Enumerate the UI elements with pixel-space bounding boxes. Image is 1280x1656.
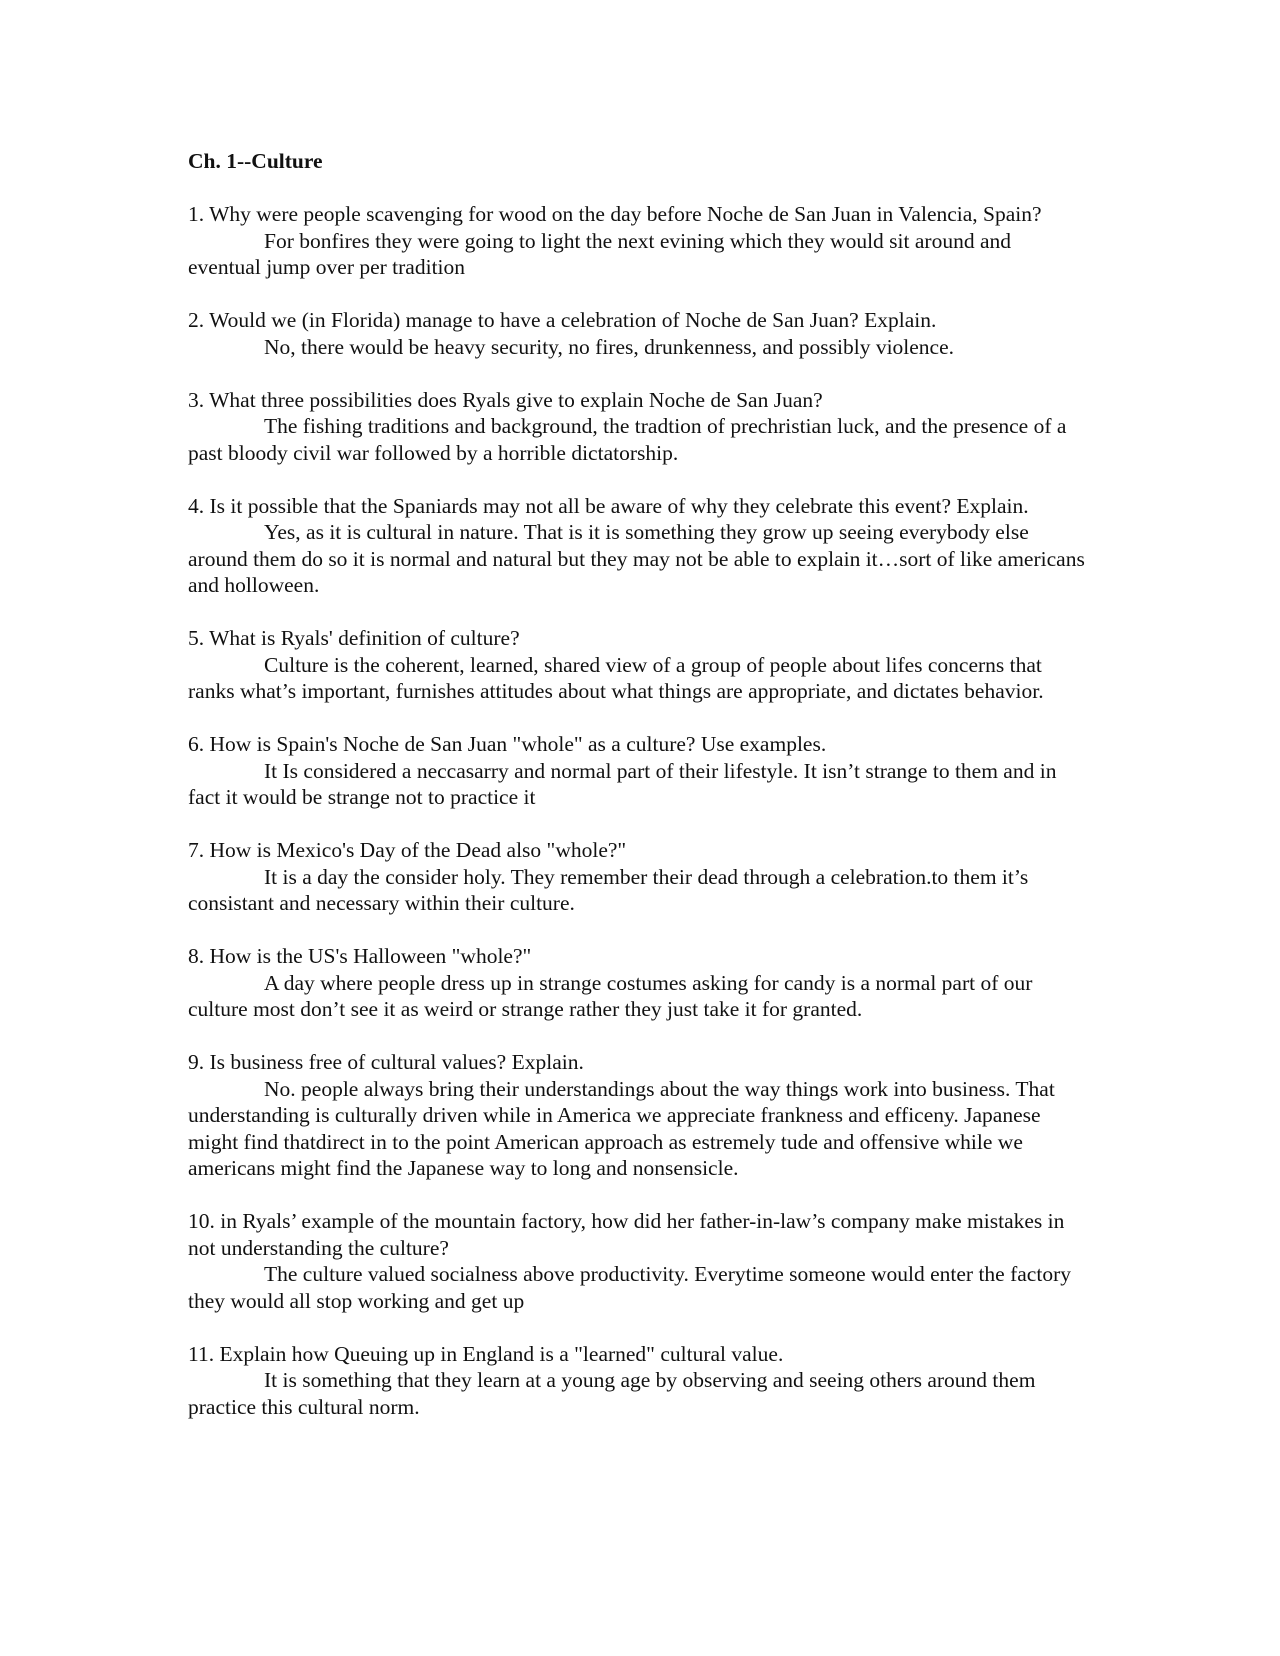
document-page	[188, 148, 1088, 1447]
question-4: 4. Is it possible that the Spaniards may not all be aware of why they celebrate this event? Explain.	[188, 493, 1029, 518]
question-10: 10. in Ryals’ example of the mountain factory, how did her father-in-law’s company make mistakes in not understanding the culture?	[188, 1209, 1065, 1260]
question-11: 11. Explain how Queuing up in England is a "learned" cultural value.	[188, 1341, 784, 1366]
question-5: 5. What is Ryals' definition of culture?	[188, 626, 520, 650]
qa-item-9	[188, 1049, 1088, 1182]
qa-item-7	[188, 837, 1088, 917]
question-6: 6. How is Spain's Noche de San Juan "whole" as a culture? Use examples.	[188, 732, 827, 756]
document-title: Ch. 1--Culture	[188, 149, 323, 173]
question-7: 7. How is Mexico's Day of the Dead also "whole?"	[188, 838, 627, 862]
answer-2: No, there would be heavy security, no fires, drunkenness, and possibly violence.	[264, 334, 955, 359]
qa-item-11	[188, 1341, 1088, 1421]
question-3: 3. What three possibilities does Ryals give to explain Noche de San Juan?	[188, 387, 823, 412]
qa-item-2	[188, 307, 1088, 360]
question-8: 8. How is the US's Halloween "whole?"	[188, 944, 532, 968]
qa-item-6	[188, 731, 1088, 811]
answer-9: No. people always bring their understandings about the way things work into business. That understanding is culturally driven while in America we appreciate frankness and efficeny. Japanese might find thatdirect in to the point American approach as estremely tude and offensive while we americans might find the Japanese way to long and nonsensicle.	[188, 1076, 1055, 1180]
qa-item-4	[188, 493, 1088, 599]
answer-11: It is something that they learn at a young age by observing and seeing others around them practice this cultural norm.	[188, 1368, 1036, 1419]
qa-item-1	[188, 201, 1088, 281]
question-1: 1. Why were people scavenging for wood on the day before Noche de San Juan in Valencia, Spain?	[188, 202, 1042, 226]
question-9: 9. Is business free of cultural values? Explain.	[188, 1050, 584, 1074]
qa-item-8	[188, 943, 1088, 1023]
answer-3: The fishing traditions and background, the tradtion of prechristian luck, and the presence of a past bloody civil war followed by a horrible dictatorship.	[188, 414, 1067, 465]
answer-1: For bonfires they were going to light the next evining which they would sit around and eventual jump over per tradition	[188, 228, 1011, 279]
answer-10: The culture valued socialness above productivity. Everytime someone would enter the factory they would all stop working and get up	[188, 1262, 1071, 1313]
answer-4: Yes, as it is cultural in nature. That is it is something they grow up seeing everybody else around them do so it is normal and natural but they may not be able to explain it…sort of like americans and holloween.	[188, 520, 1085, 597]
answer-8: A day where people dress up in strange costumes asking for candy is a normal part of our culture most don’t see it as weird or strange rather they just take it for granted.	[188, 970, 1033, 1021]
question-2: 2. Would we (in Florida) manage to have a celebration of Noche de San Juan? Explain.	[188, 308, 937, 332]
answer-6: It Is considered a neccasarry and normal part of their lifestyle. It isn’t strange to them and in fact it would be strange not to practice it	[188, 758, 1057, 809]
qa-item-5	[188, 625, 1088, 705]
answer-5: Culture is the coherent, learned, shared view of a group of people about lifes concerns that ranks what’s important, furnishes attitudes about what things are appropriate, and dictates behavior.	[188, 652, 1044, 703]
qa-item-10	[188, 1208, 1088, 1314]
answer-7: It is a day the consider holy. They remember their dead through a celebration.to them it’s consistant and necessary within their culture.	[188, 864, 1029, 915]
qa-item-3	[188, 387, 1088, 467]
